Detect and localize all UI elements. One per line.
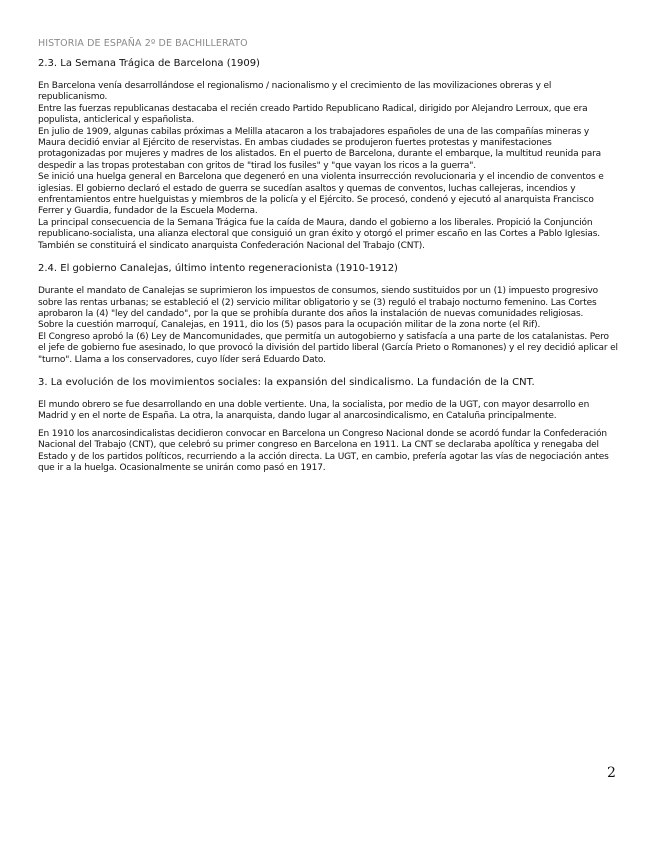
paragraph: En julio de 1909, algunas cabilas próximas a Melilla atacaron a los trabajadores españoles de una de las compañías mineras y Maura decidió enviar al Ejército de reservistas. En ambas ciudades se produjeron fuertes protestas y manifestaciones protagonizadas por mujeres y madres de los alistados. En el puerto de Barcelona, durante el embarque, la multitud reunida para despedir a las tropas protestaban con gritos de "tirad los fusiles" y "que vayan los ricos a la guerra". <box>38 126 602 171</box>
section-heading-movimientos-sociales: 3. La evolución de los movimientos sociales: la expansión del sindicalismo. La fundación de la CNT. <box>38 376 535 388</box>
paragraph: El mundo obrero se fue desarrollando en una doble vertiente. Una, la socialista, por medio de la UGT, con mayor desarrollo en Madrid y en el norte de España. La otra, la anarquista, dando lugar al anarcosindicalismo, en Cataluña principalmente. <box>38 399 590 422</box>
paragraph: El Congreso aprobó la (6) Ley de Mancomunidades, que permitía un autogobierno y satisfacía a una parte de los catalanistas. Pero el jefe de gobierno fue asesinado, lo que provocó la división del partido liberal (García Prieto o Romanones) y el rey decidió aplicar el "turno". Llama a los conservadores, cuyo líder será Eduardo Dato. <box>38 331 618 365</box>
paragraph: Se inició una huelga general en Barcelona que degeneró en una violenta insurrección revolucionaria y el incendio de conventos e iglesias. El gobierno declaró el estado de guerra se sucedían asaltos y quemas de conventos, luchas callejeras, incendios y enfrentamientos entre huelguistas y miembros de la policía y el Ejército. Se procesó, condenó y ejecutó al anarquista Francisco Ferrer y Guardia, fundador de la Escuela Moderna. <box>38 172 604 217</box>
page-number: 2 <box>607 765 616 781</box>
running-header: HISTORIA DE ESPAÑA 2º DE BACHILLERATO <box>38 38 248 49</box>
page-content <box>38 38 618 474</box>
section-heading-semana-tragica: 2.3. La Semana Trágica de Barcelona (1909) <box>38 58 260 69</box>
paragraph: Sobre la cuestión marroquí, Canalejas, en 1911, dio los (5) pasos para la ocupación militar de la zona norte (el Rif). <box>38 320 541 331</box>
paragraph: Entre las fuerzas republicanas destacaba el recién creado Partido Republicano Radical, dirigido por Alejandro Lerroux, que era populista, anticlerical y españolista. <box>38 103 588 126</box>
paragraph: La principal consecuencia de la Semana Trágica fue la caída de Maura, dando el gobierno a los liberales. Propició la Conjunción republicano-socialista, una alianza electoral que consiguió un gran éxito y otorgó el primer escaño en las Cortes a Pablo Iglesias. También se constituirá el sindicato anarquista Confederación Nacional del Trabajo (CNT). <box>38 217 601 251</box>
paragraph: En 1910 los anarcosindicalistas decidieron convocar en Barcelona un Congreso Nacional donde se acordó fundar la Confederación Nacional del Trabajo (CNT), que celebró su primer congreso en Barcelona en 1911. La CNT se declaraba apolítica y renegaba del Estado y de los partidos políticos, recurriendo a la acción directa. La UGT, en cambio, prefería agotar las vías de negociación antes que ir a la huelga. Ocasionalmente se unirán como pasó en 1917. <box>38 428 609 473</box>
paragraph: Durante el mandato de Canalejas se suprimieron los impuestos de consumos, siendo sustituidos por un (1) impuesto progresivo sobre las rentas urbanas; se estableció el (2) servicio militar obligatorio y se (3) reguló el trabajo nocturno femenino. Las Cortes aprobaron la (4) "ley del candado", por la que se prohibía durante dos años la instalación de nuevas comunidades religiosas. <box>38 286 599 319</box>
section-heading-canalejas: 2.4. El gobierno Canalejas, último intento regeneracionista (1910-1912) <box>38 263 398 275</box>
paragraph: En Barcelona venía desarrollándose el regionalismo / nacionalismo y el crecimiento de las movilizaciones obreras y el republicanismo. <box>38 81 552 103</box>
